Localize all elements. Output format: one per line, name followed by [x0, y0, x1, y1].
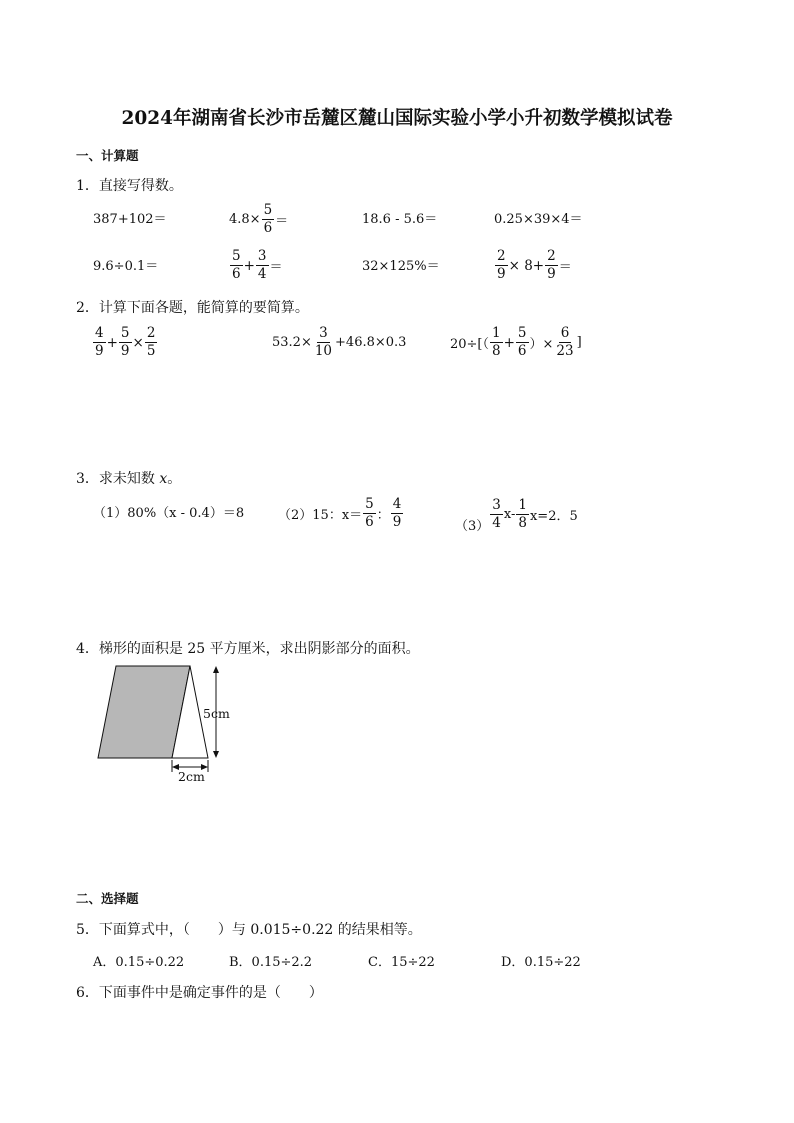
arrow-down-icon — [213, 751, 219, 758]
q1-item-1: 387+102＝ — [93, 212, 167, 227]
text-part: 20÷[（ — [450, 337, 490, 352]
fraction — [262, 203, 275, 236]
numerator: 3 — [319, 325, 328, 341]
q2-expression-a — [92, 326, 158, 359]
denominator: 9 — [497, 266, 506, 282]
text-part: （3） — [455, 519, 490, 534]
denominator: 6 — [365, 514, 374, 530]
denominator: 8 — [518, 515, 527, 531]
text-part: （2）15：x＝ — [278, 508, 363, 523]
fraction — [490, 498, 503, 531]
height-label: 5cm — [203, 706, 230, 721]
q1-item-2-prefix: 4.8× — [229, 212, 261, 227]
numerator: 1 — [518, 497, 527, 513]
denominator: 9 — [120, 343, 130, 359]
fraction — [490, 326, 503, 359]
denominator: 4 — [257, 266, 267, 282]
arrow-up-icon — [213, 666, 219, 673]
question-3-text — [76, 468, 181, 488]
numerator: 5 — [232, 248, 241, 264]
q3-text-pre: 3．求未知数 — [76, 471, 160, 487]
denominator: 9 — [392, 514, 402, 530]
q1-item-3: 18.6 - 5.6＝ — [362, 212, 438, 227]
fraction — [313, 326, 334, 359]
question-5-text: 5．下面算式中，（ ）与 0.015÷0.22 的结果相等。 — [76, 922, 422, 938]
text-part: x- — [503, 507, 516, 522]
trapezoid-diagram — [90, 660, 250, 788]
q2-expression-c — [450, 326, 582, 359]
text-part: ）× — [529, 337, 554, 352]
fraction — [363, 497, 376, 530]
text-part: +46.8×0.3 — [335, 335, 407, 350]
exam-title: 2024年湖南省长沙市岳麓区麓山国际实验小学小升初数学模拟试卷 — [121, 108, 673, 129]
fraction — [516, 498, 529, 531]
numerator: 2 — [547, 248, 556, 264]
numerator: 2 — [497, 248, 506, 264]
q3-text-post: 。 — [167, 471, 182, 487]
text-part: ： — [376, 508, 390, 523]
q1-item-6 — [229, 249, 283, 282]
fraction — [230, 249, 243, 282]
numerator: 3 — [257, 248, 267, 264]
text-part: 53.2× — [272, 335, 312, 350]
q2-expression-b — [272, 326, 406, 359]
fraction — [119, 326, 132, 359]
numerator: 4 — [392, 496, 402, 512]
q3-equation-2 — [278, 497, 404, 530]
fraction — [495, 249, 508, 282]
q3-equation-3 — [455, 497, 578, 534]
q1-item-5: 9.6÷0.1＝ — [93, 259, 159, 274]
q1-item-2 — [229, 203, 288, 236]
question-1-text: 1．直接写得数。 — [76, 178, 183, 194]
fraction — [516, 326, 529, 359]
operator: + — [243, 257, 255, 274]
q5-option-d[interactable]: D．0.15÷22 — [501, 955, 581, 970]
fraction — [554, 326, 575, 359]
denominator: 9 — [95, 343, 104, 359]
operator: + — [503, 334, 515, 351]
q5-option-c[interactable]: C．15÷22 — [368, 955, 435, 970]
denominator: 5 — [146, 343, 156, 359]
numerator: 4 — [95, 325, 104, 341]
numerator: 5 — [365, 496, 374, 512]
question-4-text: 4．梯形的面积是 25 平方厘米，求出阴影部分的面积。 — [76, 641, 420, 657]
section-heading-calculation: 一、计算题 — [76, 148, 139, 163]
text-part: ] — [576, 335, 582, 350]
denominator: 9 — [547, 266, 556, 282]
operator: × — [132, 334, 144, 351]
numerator: 3 — [492, 497, 501, 513]
denominator: 8 — [492, 343, 501, 359]
numerator: 2 — [146, 325, 156, 341]
denominator: 10 — [314, 343, 333, 359]
fraction — [93, 326, 106, 359]
denominator: 6 — [517, 343, 527, 359]
numerator: 5 — [120, 325, 130, 341]
fraction — [545, 249, 558, 282]
operator: + — [106, 334, 118, 351]
q1-item-7: 32×125%＝ — [362, 259, 440, 274]
numerator: 5 — [263, 202, 273, 218]
numerator: 6 — [560, 325, 570, 341]
q3-equation-1: （1）80%（x - 0.4）＝8 — [93, 506, 245, 521]
q5-option-a[interactable]: A．0.15÷0.22 — [93, 955, 185, 970]
fraction — [256, 249, 269, 282]
numerator: 5 — [517, 325, 527, 341]
numerator: 1 — [492, 325, 501, 341]
question-2-text: 2．计算下面各题，能简算的要简算。 — [76, 300, 309, 316]
denominator: 6 — [232, 266, 241, 282]
denominator: 6 — [263, 220, 273, 236]
q3-variable: x — [159, 471, 168, 487]
fraction — [391, 497, 404, 530]
q1-item-4: 0.25×39×4＝ — [494, 212, 583, 227]
fraction — [145, 326, 158, 359]
denominator: 4 — [492, 515, 501, 531]
q1-item-8 — [494, 249, 572, 282]
question-6-text: 6．下面事件中是确定事件的是（ ） — [76, 985, 323, 1001]
denominator: 23 — [556, 343, 574, 359]
equals: ＝ — [269, 260, 283, 275]
equals: ＝ — [558, 260, 572, 275]
text-part: x=2．5 — [529, 509, 578, 524]
equals: ＝ — [275, 214, 289, 229]
base-label: 2cm — [178, 769, 205, 784]
q5-option-b[interactable]: B．0.15÷2.2 — [229, 955, 313, 970]
section-heading-choice: 二、选择题 — [76, 891, 139, 906]
operator: × 8+ — [508, 257, 545, 274]
